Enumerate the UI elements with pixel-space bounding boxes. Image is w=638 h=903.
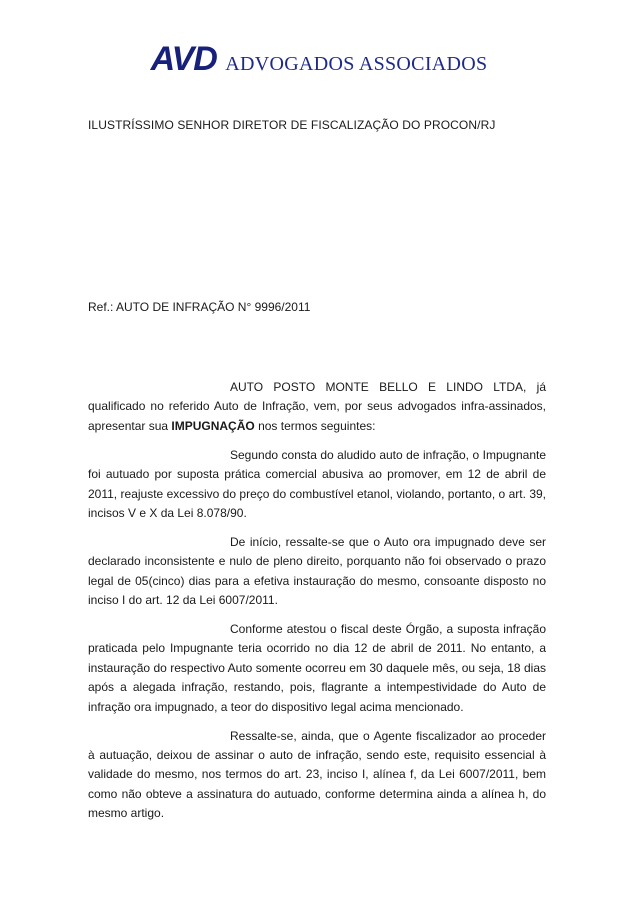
paragraph-5: Ressalte-se, ainda, que o Agente fiscalizador ao proceder à autuação, deixou de assinar o auto de infração, sendo este, requisito essencial à validade do mesmo, nos termos do art. 23, inciso I, alínea f, da Lei 6007/2011, bem como não obteve a assinatura do autuado, conforme determina ainda a alínea h, do mesmo artigo.	[88, 728, 546, 821]
paragraph-1-text-end: nos termos seguintes:	[254, 418, 376, 433]
letterhead	[0, 40, 638, 79]
paragraph-1	[88, 378, 546, 436]
paragraph-2: Segundo consta do aludido auto de infração, o Impugnante foi autuado por suposta prática comercial abusiva ao promover, em 12 de abril de 2011, reajuste excessivo do preço do combustível etanol, violando, portanto, o art. 39, incisos V e X da Lei 8.078/90.	[88, 447, 546, 520]
document-body	[88, 378, 546, 833]
reference-line: Ref.: AUTO DE INFRAÇÃO N° 9996/2011	[88, 300, 311, 314]
firm-logo-mark: AVD	[150, 40, 217, 78]
addressee-line: ILUSTRÍSSIMO SENHOR DIRETOR DE FISCALIZAÇÃO DO PROCON/RJ	[88, 118, 496, 132]
firm-name: ADVOGADOS ASSOCIADOS	[225, 53, 488, 75]
paragraph-4: Conforme atestou o fiscal deste Órgão, a suposta infração praticada pelo Impugnante teria ocorrido no dia 12 de abril de 2011. No entanto, a instauração do respectivo Auto somente ocorreu em 30 daquele mês, ou seja, 18 dias após a alegada infração, restando, pois, flagrante a intempestividade do Auto de infração ora impugnado, a teor do dispositivo legal acima mencionado.	[88, 621, 546, 714]
paragraph-3: De início, ressalte-se que o Auto ora impugnado deve ser declarado inconsistente e nulo de pleno direito, porquanto não foi observado o prazo legal de 05(cinco) dias para a efetiva instauração do mesmo, consoante disposto no inciso I do art. 12 da Lei 6007/2011.	[88, 534, 546, 608]
impugnacao-keyword: IMPUGNAÇÃO	[171, 418, 255, 433]
paragraph-1-text-start: AUTO POSTO MONTE BELLO E LINDO LTDA, já qualificado no referido Auto de Infração, vem, por seus advogados infra-assinados, apresentar sua	[88, 380, 546, 433]
